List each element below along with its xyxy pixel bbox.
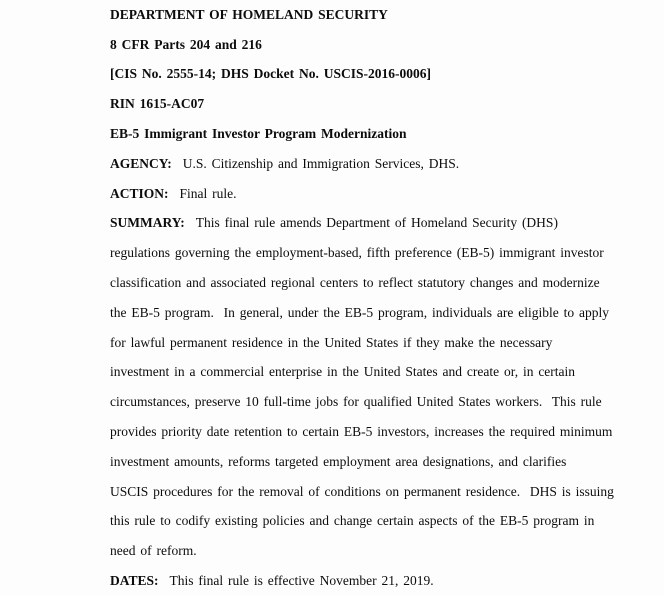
document-text-column xyxy=(110,0,624,596)
agency-line xyxy=(110,149,624,179)
cfr-parts-heading: 8 CFR Parts 204 and 216 xyxy=(110,36,262,52)
summary-line: for lawful permanent residence in the United States if they make the necessary xyxy=(110,334,553,350)
summary-line: classification and associated regional centers to reflect statutory changes and modernize xyxy=(110,275,600,291)
rule-title-heading: EB-5 Immigrant Investor Program Modernization xyxy=(110,126,407,142)
summary-label: SUMMARY: xyxy=(110,215,185,231)
agency-value: U.S. Citizenship and Immigration Services, DHS. xyxy=(182,155,460,171)
summary-line: provides priority date retention to certain EB-5 investors, increases the required minimum xyxy=(110,424,613,440)
dates-label: DATES: xyxy=(110,573,159,589)
action-value: Final rule. xyxy=(179,185,237,201)
summary-line: regulations governing the employment-based, fifth preference (EB-5) immigrant investor xyxy=(110,245,604,261)
summary-line: circumstances, preserve 10 full-time jobs for qualified United States workers. This rule xyxy=(110,394,602,410)
summary-line: investment in a commercial enterprise in the United States and create or, in certain xyxy=(110,364,576,380)
department-heading: DEPARTMENT OF HOMELAND SECURITY xyxy=(110,6,388,22)
dates-value: This final rule is effective November 21, 2019. xyxy=(169,573,434,589)
rin-heading: RIN 1615-AC07 xyxy=(110,96,205,112)
action-line xyxy=(110,179,624,209)
summary-line: investment amounts, reforms targeted employment area designations, and clarifies xyxy=(110,453,567,469)
summary-line: need of reform. xyxy=(110,543,197,559)
docket-number-heading: [CIS No. 2555-14; DHS Docket No. USCIS-2016-0006] xyxy=(110,66,431,82)
summary-value: This final rule amends Department of Homeland Security (DHS) xyxy=(195,215,558,231)
agency-label: AGENCY: xyxy=(110,155,172,171)
dates-line xyxy=(110,566,624,596)
summary-line: the EB-5 program. In general, under the EB-5 program, individuals are eligible to apply xyxy=(110,304,609,320)
summary-line: this rule to codify existing policies and change certain aspects of the EB-5 program in xyxy=(110,513,595,529)
summary-line xyxy=(110,209,624,239)
summary-line: USCIS procedures for the removal of conditions on permanent residence. DHS is issuing xyxy=(110,483,614,499)
action-label: ACTION: xyxy=(110,185,169,201)
